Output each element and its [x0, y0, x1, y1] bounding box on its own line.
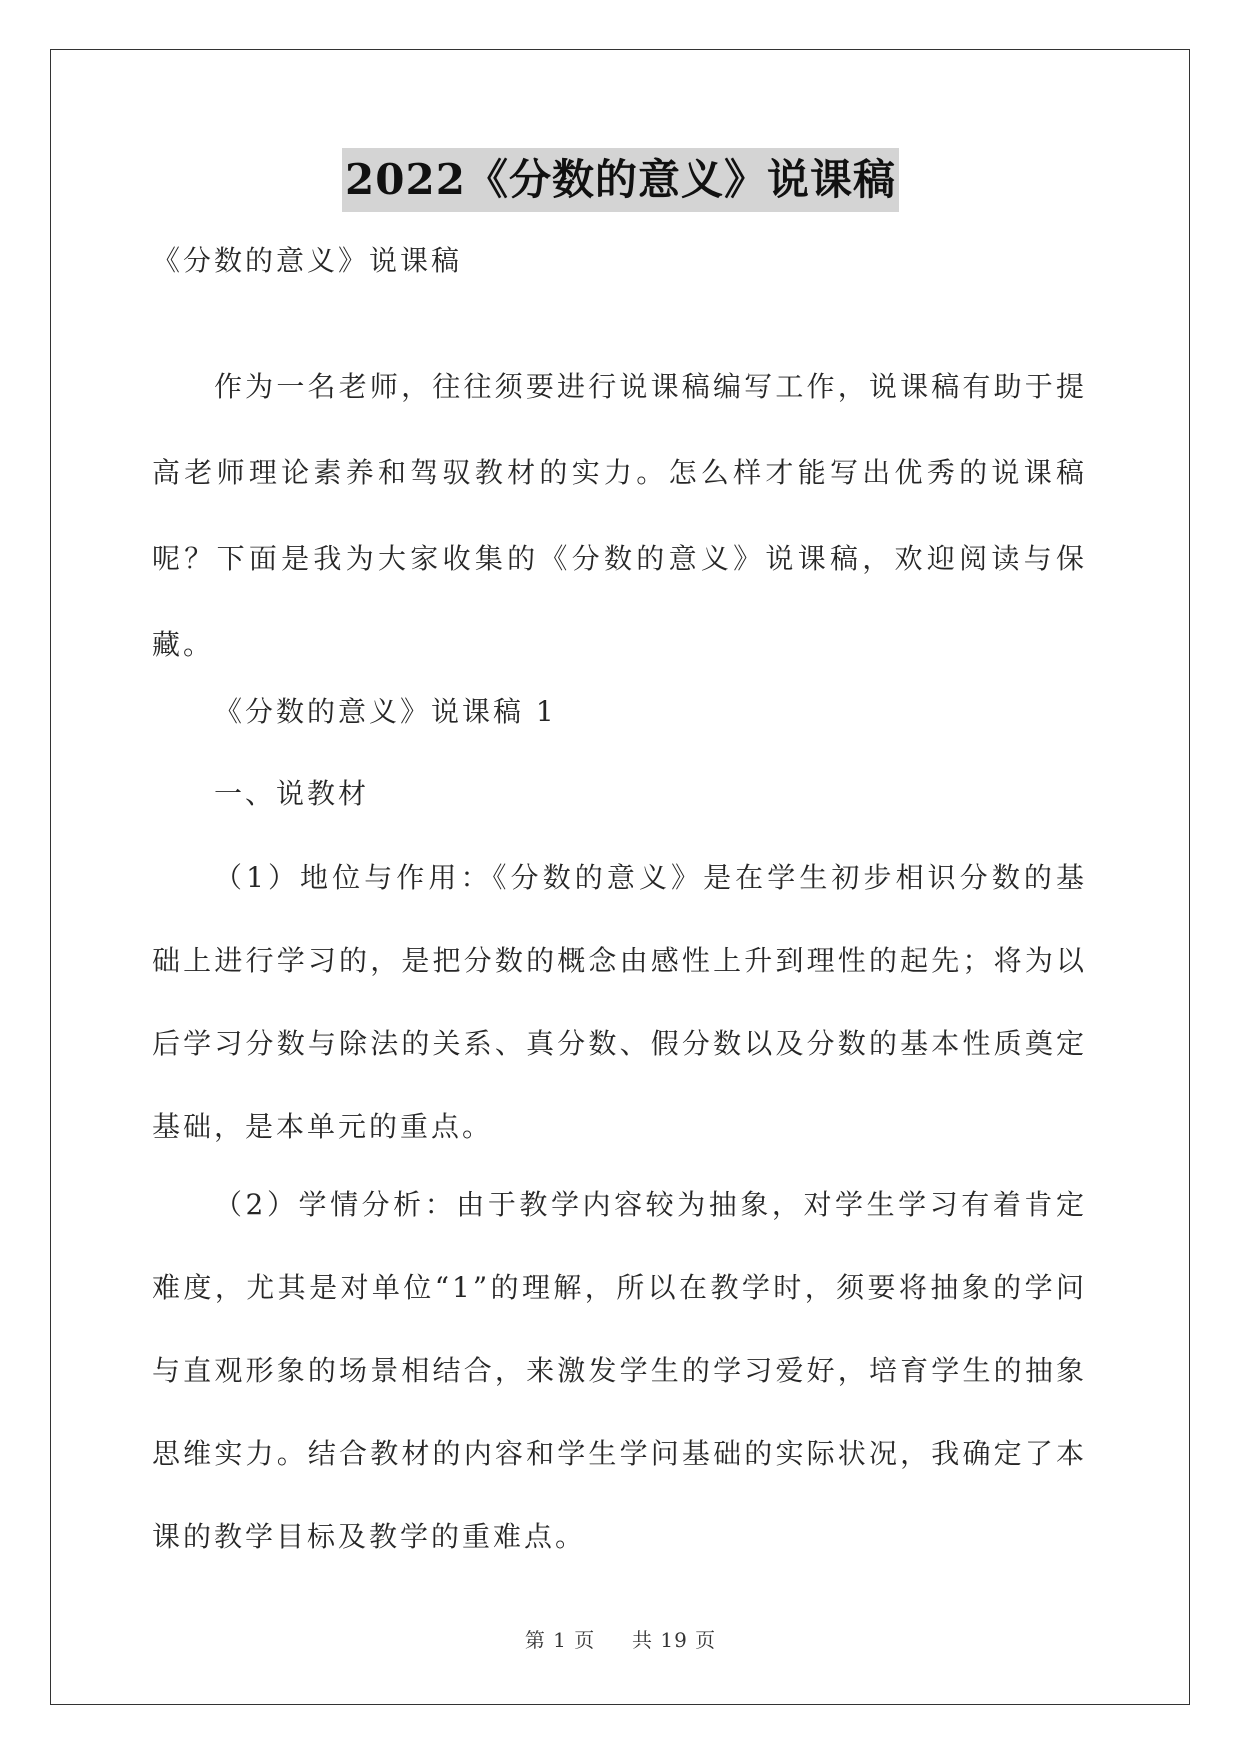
page-number: 第 1 页 — [524, 1628, 596, 1652]
section-one-heading: 一、说教材 — [214, 777, 370, 810]
intro-paragraph: 作为一名老师，往往须要进行说课稿编写工作，说课稿有助于提高老师理论素养和驾驭教材的实力。怎么样才能写出优秀的说课稿呢？下面是我为大家收集的《分数的意义》说课稿，欢迎阅读与保藏。 — [152, 370, 1087, 661]
paragraph-position-role: （1）地位与作用：《分数的意义》是在学生初步相识分数的基础上进行学习的，是把分数的概念由感性上升到理性的起先；将为以后学习分数与除法的关系、真分数、假分数以及分数的基本性质奠定基础，是本单元的重点。 — [152, 861, 1087, 1143]
document-subtitle: 《分数的意义》说课稿 — [152, 244, 463, 277]
document-title: 2022《分数的意义》说课稿 — [342, 148, 899, 212]
page-total: 共 19 页 — [632, 1628, 717, 1652]
paragraph-learning-analysis: （2）学情分析：由于教学内容较为抽象，对学生学习有着肯定难度，尤其是对单位“1”的理解，所以在教学时，须要将抽象的学问与直观形象的场景相结合，来激发学生的学习爱好，培育学生的抽象思维实力。结合教材的内容和学生学问基础的实际状况，我确定了本课的教学目标及教学的重难点。 — [152, 1188, 1087, 1553]
title-container — [0, 148, 1241, 212]
section-heading: 《分数的意义》说课稿 1 — [214, 695, 557, 728]
page-footer — [0, 1624, 1241, 1653]
